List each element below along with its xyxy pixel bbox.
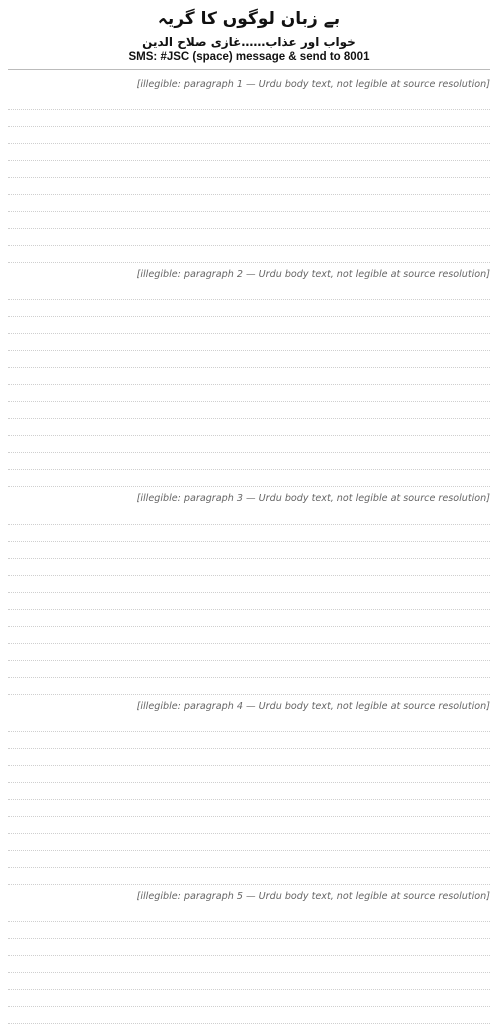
text-lines xyxy=(8,508,490,695)
header-divider xyxy=(8,69,490,70)
paragraph-text: [illegible: paragraph 1 — Urdu body text, not legible at source resolution] xyxy=(136,79,490,90)
article-paragraph xyxy=(8,266,490,487)
text-lines xyxy=(8,283,490,487)
article-paragraph xyxy=(8,698,490,885)
paragraph-text: [illegible: paragraph 3 — Urdu body text, not legible at source resolution] xyxy=(136,493,490,505)
article-paragraph xyxy=(8,490,490,694)
text-lines xyxy=(8,905,490,1024)
paragraph-text: [illegible: paragraph 2 — Urdu body text, not legible at source resolution] xyxy=(136,269,490,281)
article-paragraph xyxy=(8,76,490,263)
article-byline: خواب اور عذاب……غازی صلاح الدین xyxy=(142,35,356,49)
text-lines xyxy=(8,93,490,263)
text-lines xyxy=(8,715,490,885)
article-title: بے زبان لوگوں کا گریہ xyxy=(157,9,341,29)
paragraph-text: [illegible: paragraph 4 — Urdu body text, not legible at source resolution] xyxy=(136,700,490,712)
paragraph-text: [illegible: paragraph 5 — Urdu body text, not legible at source resolution] xyxy=(136,890,490,902)
sms-instruction: SMS: #JSC (space) message & send to 8001 xyxy=(128,51,370,63)
article-paragraph xyxy=(8,888,490,1024)
